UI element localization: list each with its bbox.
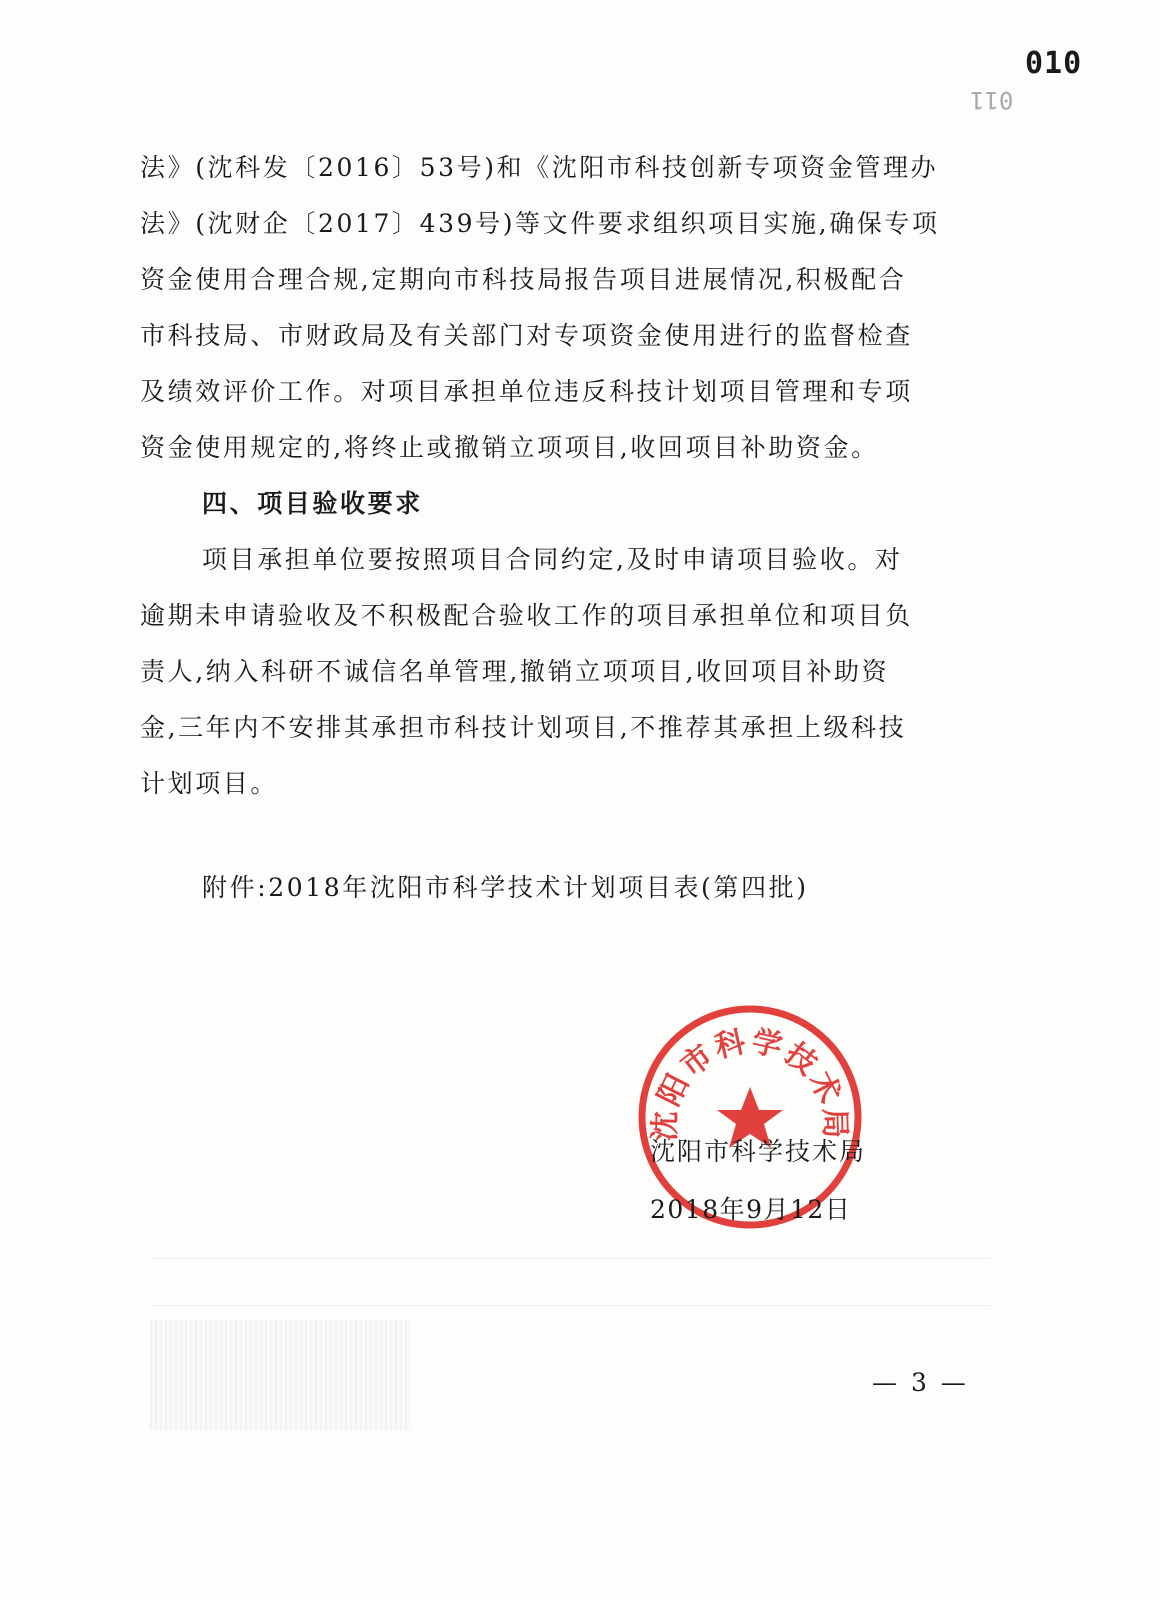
body-text	[140, 140, 1020, 812]
body-line: 法》(沈科发〔2016〕53号)和《沈阳市科技创新专项资金管理办	[140, 153, 939, 182]
scan-stain	[150, 1320, 410, 1430]
seal-text: 沈阳市科学技术局	[647, 1023, 853, 1142]
faded-page-code: 011	[970, 86, 1014, 114]
body-line: 资金使用规定的,将终止或撤销立项项目,收回项目补助资金。	[140, 433, 879, 462]
body-line: 及绩效评价工作。对项目承担单位违反科技计划项目管理和专项	[140, 377, 913, 406]
issuing-organization: 沈阳市科学技术局	[650, 1137, 867, 1166]
page-number: — 3 —	[872, 1368, 969, 1397]
bleed-through-rule	[150, 1258, 990, 1259]
section-line: 逾期未申请验收及不积极配合验收工作的项目承担单位和项目负	[140, 601, 913, 630]
section-heading: 四、项目验收要求	[202, 489, 423, 518]
section-line: 计划项目。	[140, 769, 279, 798]
section-line: 金,三年内不安排其承担市科技计划项目,不推荐其承担上级科技	[140, 713, 907, 742]
attachment-note: 附件:2018年沈阳市科学技术计划项目表(第四批)	[202, 873, 809, 902]
section-line: 责人,纳入科研不诚信名单管理,撤销立项项目,收回项目补助资	[140, 657, 890, 686]
issue-date: 2018年9月12日	[650, 1195, 852, 1224]
section-line: 项目承担单位要按照项目合同约定,及时申请项目验收。对	[202, 545, 903, 574]
body-line: 资金使用合理合规,定期向市科技局报告项目进展情况,积极配合	[140, 265, 907, 294]
page-code: 010	[1025, 46, 1083, 81]
body-line: 法》(沈财企〔2017〕439号)等文件要求组织项目实施,确保专项	[140, 209, 940, 238]
bleed-through-rule	[150, 1305, 990, 1306]
body-line: 市科技局、市财政局及有关部门对专项资金使用进行的监督检查	[140, 321, 913, 350]
